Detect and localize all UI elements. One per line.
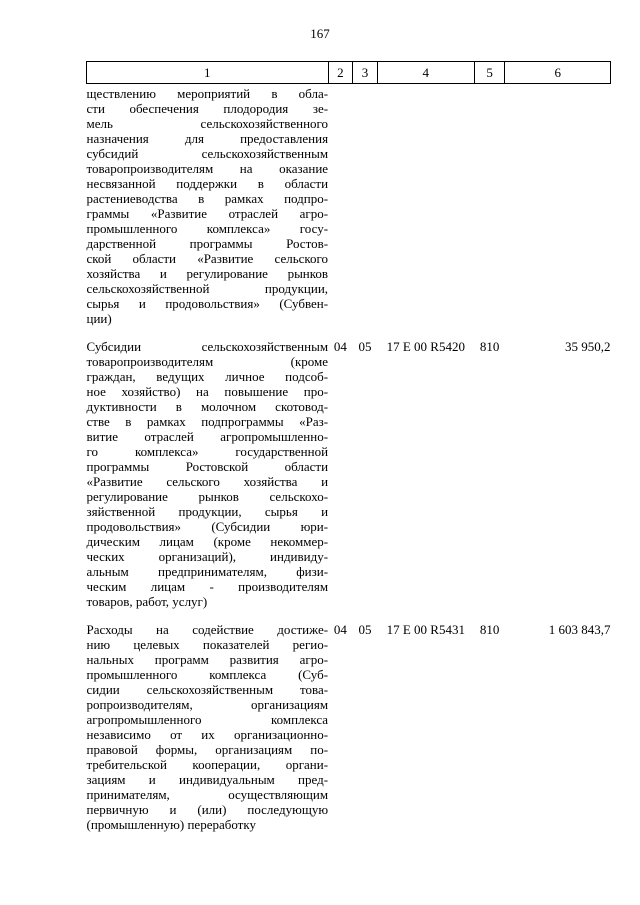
target-article-cell: 17 Е 00 R5420: [386, 339, 465, 354]
description-line: зяйственной продукции, сырья и: [86, 504, 329, 519]
description-line: Расходы на содействие достиже-: [86, 622, 329, 637]
table-row: [87, 84, 611, 340]
description-line: Субсидии сельскохозяйственным: [86, 339, 329, 354]
description-line: ской области «Развитие сельского: [86, 251, 329, 266]
description-line: нию целевых показателей регио-: [86, 637, 329, 652]
header-col-4: 4: [377, 62, 474, 84]
description-line: сти обеспечения плодородия зе-: [86, 101, 329, 116]
expense-type-cell: [474, 84, 505, 340]
header-col-3: 3: [353, 62, 378, 84]
description-line: регулирование рынков сельскохо-: [86, 489, 329, 504]
description-line: первичную и (или) последующую: [86, 802, 329, 817]
description-line: сельскохозяйственной продукции,: [86, 281, 329, 296]
description-line: дарственной программы Ростов-: [86, 236, 329, 251]
description-line: ропроизводителям, организациям: [86, 697, 329, 712]
description-line: дуктивности в молочном скотовод-: [86, 399, 329, 414]
description-line: ществлению мероприятий в обла-: [86, 86, 329, 101]
description-line: промышленного комплекса» госу-: [86, 221, 329, 236]
description-line: принимателям, осуществляющим: [86, 787, 329, 802]
description-line: ческим лицам - производителям: [86, 579, 329, 594]
description-line: растениеводства в рамках подпро-: [86, 191, 329, 206]
description-line: продовольствия» (Субсидии юри-: [86, 519, 329, 534]
amount-cell: [505, 84, 611, 340]
description-line: промышленного комплекса (Суб-: [86, 667, 329, 682]
table-header: [87, 62, 611, 84]
description-line: граждан, ведущих личное подсоб-: [86, 369, 329, 384]
description-line: товаропроизводителям (кроме: [86, 354, 329, 369]
description-line: правовой формы, организациям по-: [86, 742, 329, 757]
description-line: «Развитие сельского хозяйства и: [86, 474, 329, 489]
description-line: сидии сельскохозяйственным това-: [86, 682, 329, 697]
table-row: [87, 339, 611, 622]
section-code-cell: 04: [333, 622, 347, 637]
description-line: сырья и продовольствия» (Субвен-: [86, 296, 329, 311]
expense-type-cell: 810: [479, 622, 500, 637]
header-col-6: 6: [505, 62, 611, 84]
budget-table: [86, 61, 611, 845]
description-line: ции): [86, 311, 112, 326]
description-line: ное хозяйство) на повышение про-: [86, 384, 329, 399]
description-line: (промышленную) переработку: [86, 817, 256, 832]
description-line: мель сельскохозяйственного: [86, 116, 329, 131]
description-line: альным предпринимателям, физи-: [86, 564, 329, 579]
description-line: витие отраслей агропромышленно-: [86, 429, 329, 444]
expense-type-cell: 810: [479, 339, 500, 354]
section-code-cell: 04: [333, 339, 347, 354]
row-description: [87, 339, 329, 622]
description-line: ческих организаций), индивиду-: [86, 549, 329, 564]
description-line: требительской кооперации, органи-: [86, 757, 329, 772]
description-line: товаропроизводителям на оказание: [86, 161, 329, 176]
description-line: дическим лицам (кроме некоммер-: [86, 534, 329, 549]
description-line: агропромышленного комплекса: [86, 712, 329, 727]
amount-cell: 35 950,2: [565, 339, 611, 354]
description-line: программы Ростовской области: [86, 459, 329, 474]
subsection-code-cell: [353, 84, 378, 340]
amount-cell: 1 603 843,7: [548, 622, 611, 637]
row-description: [87, 84, 329, 340]
page-number: 167: [310, 26, 330, 41]
subsection-code-cell: 05: [358, 339, 372, 354]
header-row: [87, 62, 611, 84]
table-body: [87, 84, 611, 846]
description-line: граммы «Развитие отраслей агро-: [86, 206, 329, 221]
description-line: го комплекса» государственной: [86, 444, 329, 459]
description-line: назначения для предоставления: [86, 131, 329, 146]
description-line: товаров, работ, услуг): [86, 594, 208, 609]
description-line: независимо от их организационно-: [86, 727, 329, 742]
header-col-2: 2: [328, 62, 353, 84]
header-col-1: 1: [87, 62, 329, 84]
description-line: хозяйства и регулирование рынков: [86, 266, 329, 281]
table-row: [87, 622, 611, 845]
description-line: субсидий сельскохозяйственным: [86, 146, 329, 161]
section-code-cell: [328, 84, 353, 340]
description-line: зациям и индивидуальным пред-: [86, 772, 329, 787]
subsection-code-cell: 05: [358, 622, 372, 637]
header-col-5: 5: [474, 62, 505, 84]
description-line: несвязанной поддержки в области: [86, 176, 329, 191]
row-description: [87, 622, 329, 845]
target-article-cell: [377, 84, 474, 340]
target-article-cell: 17 Е 00 R5431: [386, 622, 465, 637]
description-line: стве в рамках подпрограммы «Раз-: [86, 414, 329, 429]
description-line: нальных программ развития агро-: [86, 652, 329, 667]
